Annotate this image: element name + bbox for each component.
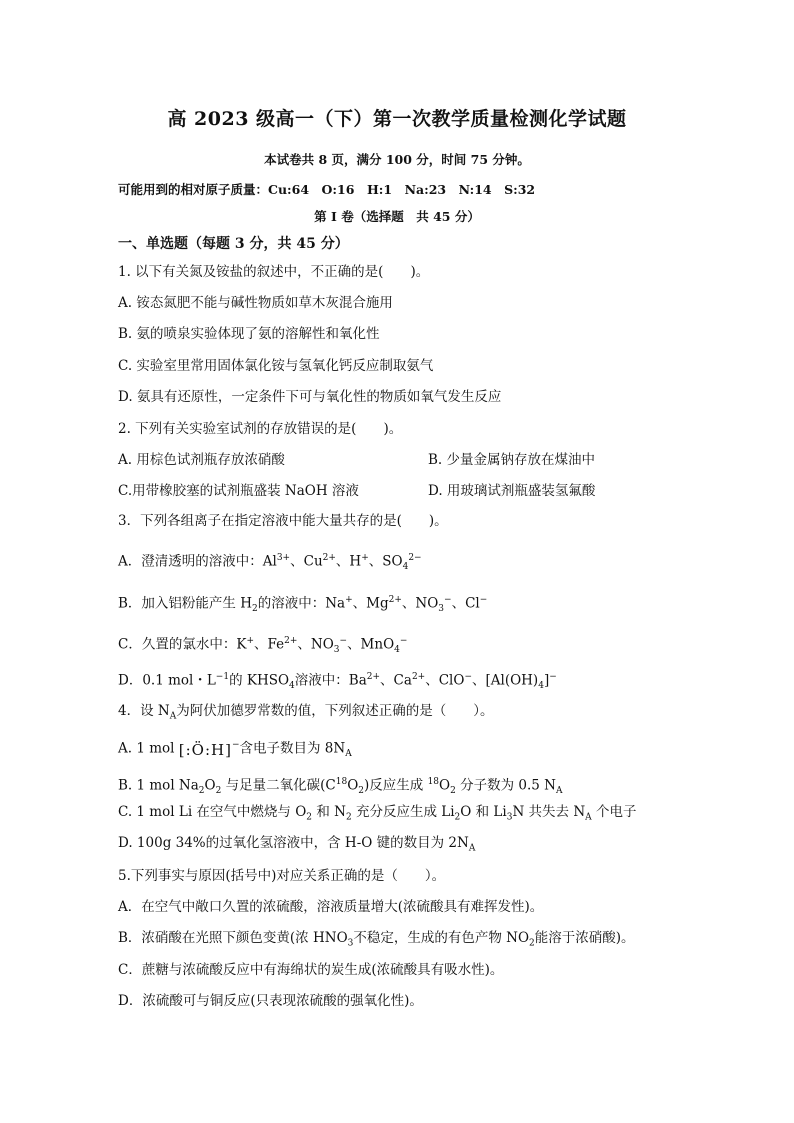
question-1-option-a: A. 铵态氮肥不能与碱性物质如草木灰混合施用 bbox=[118, 295, 393, 311]
volume-heading: 第 I 卷（选择题 共 45 分） bbox=[314, 209, 480, 224]
question-1-stem: 1. 以下有关氮及铵盐的叙述中，不正确的是( )。 bbox=[118, 264, 430, 280]
question-5-option-d: D．浓硫酸可与铜反应(只表现浓硫酸的强氧化性)。 bbox=[118, 993, 423, 1009]
question-3-stem: 3．下列各组离子在指定溶液中能大量共存的是( )。 bbox=[118, 513, 448, 529]
question-2-option-a: A. 用棕色试剂瓶存放浓硝酸 bbox=[118, 452, 285, 468]
atomic-masses: 可能用到的相对原子质量：Cu:64 O:16 H:1 Na:23 N:14 S:32 bbox=[118, 182, 536, 197]
question-5-option-c: C．蔗糖与浓硫酸反应中有海绵状的炭生成(浓硫酸具有吸水性)。 bbox=[118, 962, 504, 978]
section-heading: 一、单选题（每题 3 分，共 45 分） bbox=[118, 236, 349, 252]
question-2-option-b: B. 少量金属钠存放在煤油中 bbox=[428, 452, 596, 468]
question-1-option-d: D. 氨具有还原性，一定条件下可与氧化性的物质如氧气发生反应 bbox=[118, 389, 502, 405]
question-1-option-c: C. 实验室里常用固体氯化铵与氢氧化钙反应制取氨气 bbox=[118, 358, 434, 374]
question-3-option-b: B．加入铝粉能产生 $H_2$的溶液中：Na+、$Mg^{2+}$、$NO_3^-$、Cl− bbox=[118, 595, 488, 615]
question-2-stem: 2. 下列有关实验室试剂的存放错误的是( )。 bbox=[118, 421, 403, 437]
question-3-option-c: C．久置的氯水中：K+、$Fe^{2+}$、$NO_3^-$、MnO$_4$− bbox=[118, 636, 408, 656]
question-5-option-a: A．在空气中敞口久置的浓硫酸，溶液质量增大(浓硫酸具有难挥发性)。 bbox=[118, 899, 544, 915]
question-3-option-a: A．澄清透明的溶液中：$Al^{3+}$、$Cu^{2+}$、H+、$SO_4^{2-}$ bbox=[118, 553, 422, 573]
question-5-option-b: B．浓硝酸在光照下颜色变黄(浓 $HNO_3$不稳定，生成的有色产物 $NO_2$能溶于浓硝酸)。 bbox=[118, 930, 635, 949]
question-4-option-d: D. 100g 34%的过氧化氢溶液中，含 H-O 键的数目为 $2N_A$ bbox=[118, 835, 476, 854]
question-1-option-b: B. 氨的喷泉实验体现了氨的溶解性和氧化性 bbox=[118, 326, 380, 342]
question-3-option-d: D．0.1 mol・$L^{-1}$的 $KHSO_4$溶液中：$Ba^{2+}$、$Ca^{2+}$、ClO−、$[Al(OH)_4]^-$ bbox=[118, 672, 557, 692]
question-2-option-c: C.用带橡胶塞的试剂瓶盛装 NaOH 溶液 bbox=[118, 483, 359, 499]
question-4-option-a: A. 1 mol [:Ö:H]−含电子数目为 $8N_A$ bbox=[118, 740, 352, 760]
question-5-stem: 5.下列事实与原因(括号中)对应关系正确的是（ ）。 bbox=[118, 868, 446, 884]
question-2-option-d: D. 用玻璃试剂瓶盛装氢氟酸 bbox=[428, 483, 596, 499]
exam-title: 高 2023 级高一（下）第一次教学质量检测化学试题 bbox=[167, 108, 627, 130]
question-4-option-b: B. 1 mol $Na_2O_2$ 与足量二氧化碳$(C^{18}O_2)$反应生成 $^{18}O_2$ 分子数为 0.5 $N_A$ bbox=[118, 777, 563, 797]
question-4-option-c: C. 1 mol Li 在空气中燃烧与 $O_2$ 和 $N_2$ 充分反应生成 $Li_2O$ 和 $Li_3N$ 共失去 $N_A$ 个电子 bbox=[118, 804, 637, 823]
question-4-stem: 4．设 $N_A$为阿伏加德罗常数的值，下列叙述正确的是（ ）。 bbox=[118, 703, 494, 722]
exam-info: 本试卷共 8 页，满分 100 分，时间 75 分钟。 bbox=[264, 152, 530, 167]
